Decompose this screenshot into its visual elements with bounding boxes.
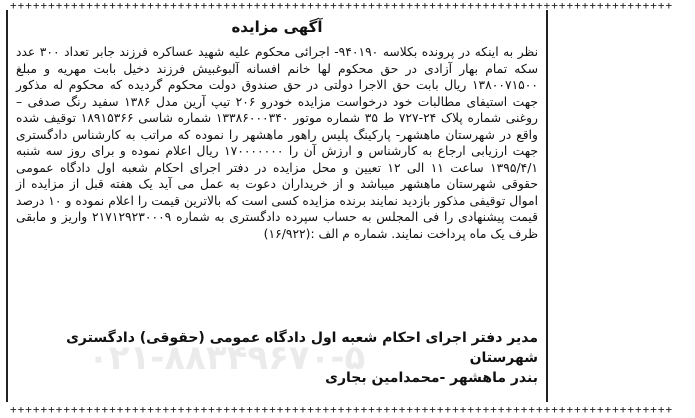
- top-plus-border: +++++++++++++++++++++++++++++++++++++++++++++++++++++++++++++++++++++++++++++++++++++++: [10, 0, 674, 12]
- signature-line-1: مدیر دفتر اجرای احکام شعبه اول دادگاه عمومی (حقوقی) دادگستری شهرستان: [66, 330, 538, 366]
- phone-watermark: ۰۲۱-۸۸۳۴۹۶۷۰-۵: [88, 338, 366, 378]
- bottom-plus-border: +++++++++++++++++++++++++++++++++++++++++++++++++++++++++++++++++++++++++++++++++++++++: [10, 403, 674, 416]
- notice-signature: [16, 328, 538, 388]
- notice-body: نظر به اینکه در پرونده بکلاسه ۹۴۰۱۹۰- اجرائی محکوم علیه شهید عساکره فرزند جابر تعداد ۳۰۰ عدد سکه تمام بهار آزادی در حق محکوم لها خانم افسانه آلبوغبیش فرزند دخیل بابت مهریه و مبلغ ۱۳۸۰۰۷۱۵۰۰ ریال بابت حق الاجرا دولتی در حق صندوق دولت محکوم گردیده که محکوم له مذکور جهت استیفای مطالبات خود درخواست مزایده خودرو ۲۰۶ تیپ آرین مدل ۱۳۸۶ سفید رنگ صدفی –روغنی شماره پلاک ۲۴-۷۲۷ ط ۳۵ شماره موتور ۱۳۳۸۶۰۰۰۳۴۰ شماره شاسی ۱۸۹۱۵۳۶۶ توقیف شده واقع در شهرستان ماهشهر- پارکینگ پلیس راهور ماهشهر را نموده که مراتب به کارشناس دادگستری جهت ارزیابی ارجاع به کارشناس و ارزش آن را ۱۷۰۰۰۰۰۰۰ ریال اعلام نموده و برای روز سه شنبه ۱۳۹۵/۴/۱ ساعت ۱۱ الی ۱۲ تعیین و محل مزایده در دفتر اجرای احکام شعبه اول دادگاه عمومی حقوقی شهرستان ماهشهر میباشد و از خریداران دعوت به عمل می آید یک هفته قبل از مزایده از اموال توقیفی مذکور بازدید نمایند برنده مزایده کسی است که بالاترین قیمت را اعلام نموده و ۱۰ درصد قیمت پیشنهادی را فی المجلس به حساب سپرده دادگستری به شماره ۲۱۷۱۲۹۲۳۰۰۰۹ واریز و مابقی ظرف یک ماه پرداخت نمایند. شماره م الف :(۱۶/۹۲۲): [16, 45, 538, 241]
- signature-line-2: بندر ماهشهر -محمدامین بجاری: [325, 370, 538, 386]
- notice-box: [6, 10, 548, 402]
- notice-title: آگهی مزایده: [231, 18, 323, 36]
